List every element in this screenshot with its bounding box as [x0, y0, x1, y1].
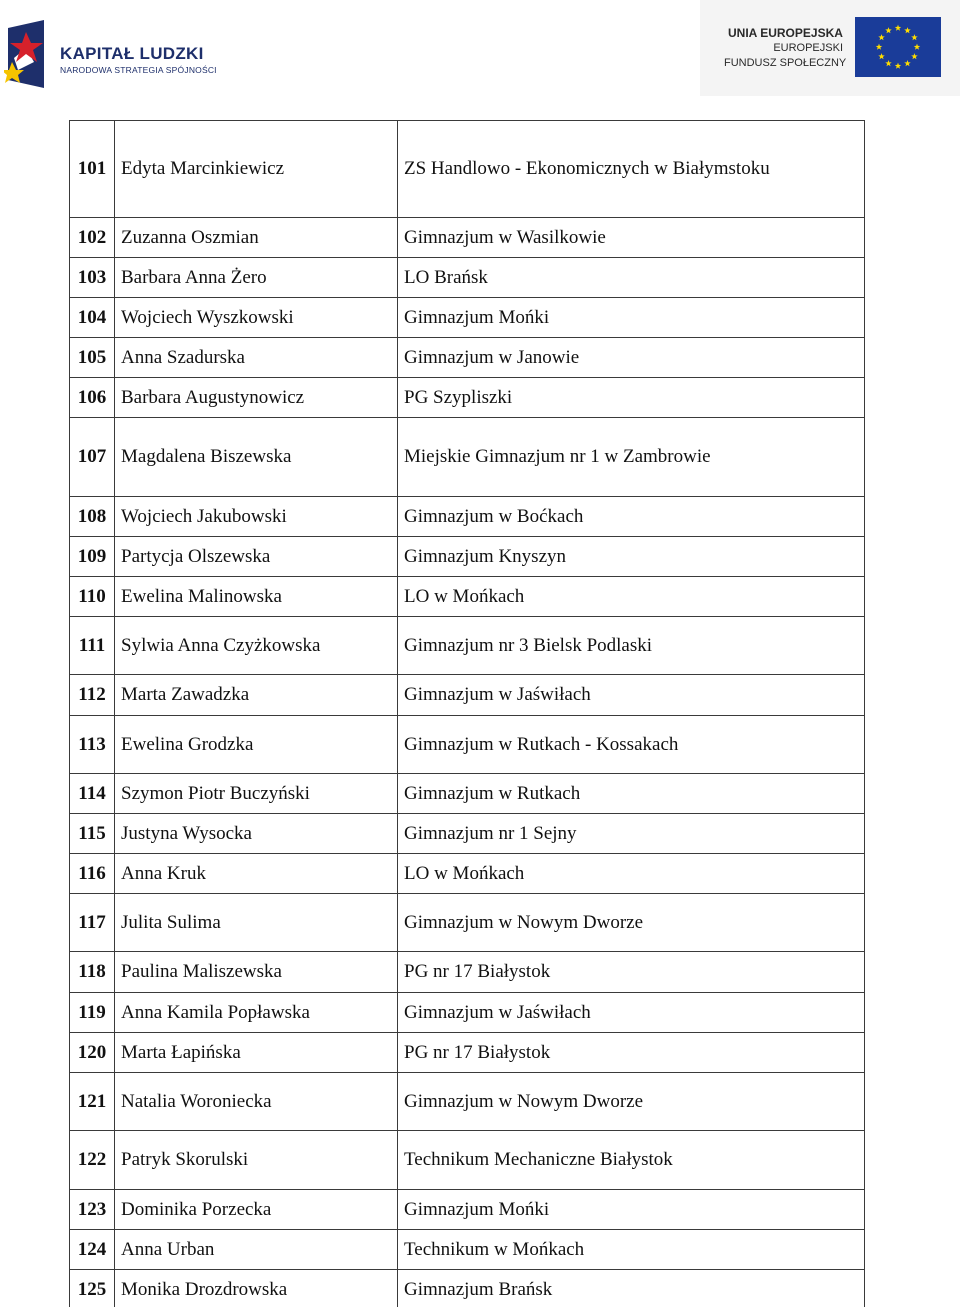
row-number: 104: [70, 298, 115, 338]
school-name: PG nr 17 Białystok: [398, 952, 865, 993]
participant-name: Paulina Maliszewska: [115, 952, 398, 993]
participant-name: Marta Łapińska: [115, 1033, 398, 1073]
school-name: Miejskie Gimnazjum nr 1 w Zambrowie: [398, 418, 865, 497]
participant-name: Sylwia Anna Czyżkowska: [115, 617, 398, 675]
school-name: Gimnazjum Knyszyn: [398, 537, 865, 577]
kapital-ludzki-subtitle: NARODOWA STRATEGIA SPÓJNOŚCI: [60, 65, 217, 75]
participant-name: Barbara Anna Żero: [115, 258, 398, 298]
eu-logo-line2: EUROPEJSKI: [773, 42, 843, 54]
participant-name: Justyna Wysocka: [115, 814, 398, 854]
row-number: 113: [70, 716, 115, 774]
participant-name: Anna Kruk: [115, 854, 398, 894]
table-row: [70, 1270, 865, 1307]
table-row: [70, 577, 865, 617]
row-number: 119: [70, 993, 115, 1033]
table-row: [70, 617, 865, 675]
table-row: [70, 497, 865, 537]
participant-name: Edyta Marcinkiewicz: [115, 121, 398, 218]
row-number: 118: [70, 952, 115, 993]
school-name: Gimnazjum w Rutkach: [398, 774, 865, 814]
row-number: 112: [70, 675, 115, 716]
table-row: [70, 378, 865, 418]
school-name: Gimnazjum w Jaświłach: [398, 675, 865, 716]
participant-name: Julita Sulima: [115, 894, 398, 952]
row-number: 101: [70, 121, 115, 218]
row-number: 102: [70, 218, 115, 258]
school-name: Gimnazjum w Boćkach: [398, 497, 865, 537]
eu-logo: [700, 0, 960, 96]
row-number: 114: [70, 774, 115, 814]
participants-table: [69, 120, 865, 1307]
table-row: [70, 338, 865, 378]
school-name: Gimnazjum w Wasilkowie: [398, 218, 865, 258]
eu-flag-icon: [855, 17, 941, 77]
table-row: [70, 894, 865, 952]
row-number: 111: [70, 617, 115, 675]
table-row: [70, 993, 865, 1033]
row-number: 123: [70, 1190, 115, 1230]
table-row: [70, 121, 865, 218]
kapital-ludzki-title: KAPITAŁ LUDZKI: [60, 44, 204, 63]
participant-name: Natalia Woroniecka: [115, 1073, 398, 1131]
school-name: Gimnazjum w Nowym Dworze: [398, 894, 865, 952]
school-name: PG nr 17 Białystok: [398, 1033, 865, 1073]
participant-name: Magdalena Biszewska: [115, 418, 398, 497]
participant-name: Anna Szadurska: [115, 338, 398, 378]
school-name: Gimnazjum Mońki: [398, 298, 865, 338]
participant-name: Zuzanna Oszmian: [115, 218, 398, 258]
participant-name: Szymon Piotr Buczyński: [115, 774, 398, 814]
school-name: PG Szypliszki: [398, 378, 865, 418]
school-name: Gimnazjum Brańsk: [398, 1270, 865, 1307]
table-row: [70, 1131, 865, 1190]
participant-name: Monika Drozdrowska: [115, 1270, 398, 1307]
eu-logo-line1: UNIA EUROPEJSKA: [728, 26, 843, 40]
participant-name: Wojciech Wyszkowski: [115, 298, 398, 338]
participant-name: Barbara Augustynowicz: [115, 378, 398, 418]
school-name: Gimnazjum w Rutkach - Kossakach: [398, 716, 865, 774]
school-name: Gimnazjum nr 3 Bielsk Podlaski: [398, 617, 865, 675]
participant-name: Ewelina Malinowska: [115, 577, 398, 617]
participant-name: Marta Zawadzka: [115, 675, 398, 716]
participant-name: Wojciech Jakubowski: [115, 497, 398, 537]
row-number: 110: [70, 577, 115, 617]
table-row: [70, 258, 865, 298]
row-number: 117: [70, 894, 115, 952]
table-row: [70, 537, 865, 577]
row-number: 116: [70, 854, 115, 894]
row-number: 103: [70, 258, 115, 298]
school-name: Technikum w Mońkach: [398, 1230, 865, 1270]
table-row: [70, 418, 865, 497]
school-name: LO Brańsk: [398, 258, 865, 298]
table-row: [70, 814, 865, 854]
table-row: [70, 1190, 865, 1230]
table-row: [70, 774, 865, 814]
row-number: 109: [70, 537, 115, 577]
participant-name: Dominika Porzecka: [115, 1190, 398, 1230]
school-name: Gimnazjum w Jaświłach: [398, 993, 865, 1033]
participant-name: Ewelina Grodzka: [115, 716, 398, 774]
kapital-ludzki-logo: [4, 18, 224, 90]
row-number: 121: [70, 1073, 115, 1131]
school-name: Gimnazjum Mońki: [398, 1190, 865, 1230]
table-row: [70, 1073, 865, 1131]
school-name: ZS Handlowo - Ekonomicznych w Białymstoku: [398, 121, 865, 218]
school-name: Technikum Mechaniczne Białystok: [398, 1131, 865, 1190]
table-row: [70, 854, 865, 894]
row-number: 105: [70, 338, 115, 378]
row-number: 124: [70, 1230, 115, 1270]
school-name: LO w Mońkach: [398, 854, 865, 894]
row-number: 108: [70, 497, 115, 537]
participant-name: Anna Kamila Popławska: [115, 993, 398, 1033]
row-number: 107: [70, 418, 115, 497]
row-number: 120: [70, 1033, 115, 1073]
table-row: [70, 1230, 865, 1270]
school-name: Gimnazjum nr 1 Sejny: [398, 814, 865, 854]
table-row: [70, 298, 865, 338]
school-name: LO w Mońkach: [398, 577, 865, 617]
row-number: 115: [70, 814, 115, 854]
eu-logo-line3: FUNDUSZ SPOŁECZNY: [724, 57, 847, 69]
kapital-ludzki-emblem-icon: [4, 18, 52, 90]
participant-name: Partycja Olszewska: [115, 537, 398, 577]
row-number: 122: [70, 1131, 115, 1190]
school-name: Gimnazjum w Nowym Dworze: [398, 1073, 865, 1131]
table-row: [70, 218, 865, 258]
table-row: [70, 716, 865, 774]
participant-name: Patryk Skorulski: [115, 1131, 398, 1190]
table-row: [70, 675, 865, 716]
table-row: [70, 1033, 865, 1073]
row-number: 106: [70, 378, 115, 418]
table-row: [70, 952, 865, 993]
row-number: 125: [70, 1270, 115, 1307]
school-name: Gimnazjum w Janowie: [398, 338, 865, 378]
participant-name: Anna Urban: [115, 1230, 398, 1270]
